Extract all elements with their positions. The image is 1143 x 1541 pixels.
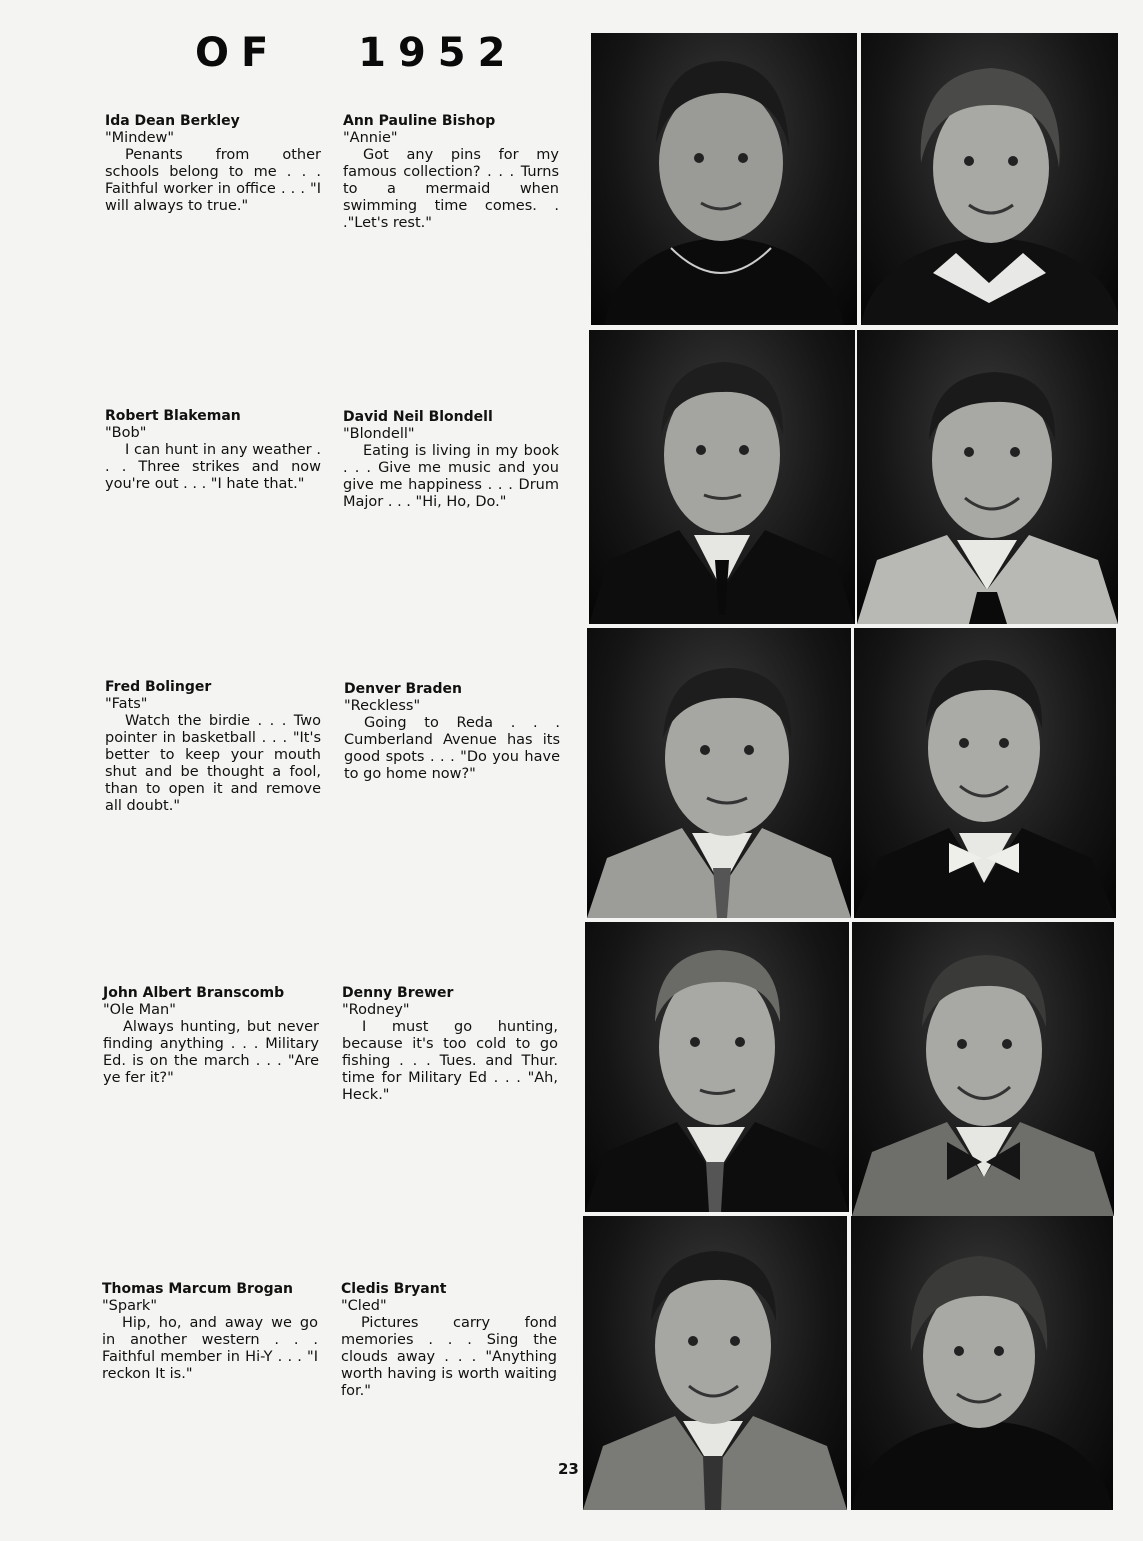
- page-number: 23: [558, 1460, 579, 1478]
- student-name: John Albert Branscomb: [103, 985, 285, 1001]
- student-nickname: "Cled": [341, 1298, 387, 1314]
- student-nickname: "Rodney": [342, 1002, 410, 1018]
- student-quote: I can hunt in any weather . . . Three strikes and now you're out . . . "I hate that.": [105, 442, 321, 492]
- student-nickname: "Annie": [343, 130, 398, 146]
- student-quote: Watch the birdie . . . Two pointer in basketball . . . "It's better to keep your mouth shut and be thought a fool, than to open it and remove all doubt.": [105, 713, 321, 814]
- student-nickname: "Mindew": [105, 130, 175, 146]
- student-quote: Hip, ho, and away we go in another western . . . Faithful member in Hi-Y . . . "I reckon It is.": [102, 1315, 318, 1382]
- portrait-girl-icon: [591, 33, 857, 325]
- student-quote: Eating is living in my book . . . Give me music and you give me happiness . . . Drum Major . . . "Hi, Ho, Do.": [343, 443, 559, 510]
- student-name: Cledis Bryant: [341, 1281, 447, 1297]
- portrait-boy-icon: [854, 628, 1116, 918]
- student-name: Robert Blakeman: [105, 408, 241, 424]
- student-nickname: "Ole Man": [103, 1002, 176, 1018]
- portrait-boy-icon: [857, 330, 1118, 624]
- student-entry: [343, 113, 559, 232]
- student-nickname: "Blondell": [343, 426, 415, 442]
- student-name: Fred Bolinger: [105, 679, 212, 695]
- student-nickname: "Reckless": [344, 698, 421, 714]
- student-name: Denny Brewer: [342, 985, 454, 1001]
- student-name: David Neil Blondell: [343, 409, 493, 425]
- page-header: OF 1952: [195, 30, 518, 76]
- student-quote: Pictures carry fond memories . . . Sing the clouds away . . . "Anything worth having is worth waiting for.": [341, 1315, 557, 1399]
- student-nickname: "Spark": [102, 1298, 157, 1314]
- student-name: Thomas Marcum Brogan: [102, 1281, 294, 1297]
- student-nickname: "Fats": [105, 696, 148, 712]
- student-name: Ann Pauline Bishop: [343, 113, 496, 129]
- portrait-boy-icon: [585, 922, 849, 1212]
- student-entry: [103, 985, 319, 1087]
- student-entry: [105, 679, 321, 815]
- student-quote: Going to Reda . . . Cumberland Avenue has its good spots . . . "Do you have to go home now?": [344, 715, 560, 782]
- student-entry: [105, 113, 321, 215]
- portrait-boy-icon: [852, 922, 1114, 1216]
- student-quote: Always hunting, but never finding anything . . . Military Ed. is on the march . . . "Are ye fer it?": [103, 1019, 319, 1086]
- student-name: Denver Braden: [344, 681, 462, 697]
- student-entry: [344, 681, 560, 783]
- student-name: Ida Dean Berkley: [105, 113, 240, 129]
- student-quote: Penants from other schools belong to me . . . Faithful worker in office . . . "I will always to true.": [105, 147, 321, 214]
- student-nickname: "Bob": [105, 425, 147, 441]
- portrait-boy-icon: [589, 330, 855, 624]
- portrait-boy-icon: [583, 1216, 847, 1510]
- portrait-girl-icon: [851, 1216, 1113, 1510]
- student-quote: Got any pins for my famous collection? . . . Turns to a mermaid when swimming time comes. . ."Let's rest.": [343, 147, 559, 231]
- student-entry: [341, 1281, 557, 1400]
- student-entry: [343, 409, 559, 511]
- student-entry: [102, 1281, 318, 1383]
- student-entry: [105, 408, 321, 493]
- portrait-girl-icon: [861, 33, 1118, 325]
- student-entry: [342, 985, 558, 1104]
- student-quote: I must go hunting, because it's too cold to go fishing . . . Tues. and Thur. time for Military Ed . . . "Ah, Heck.": [342, 1019, 558, 1103]
- portrait-boy-icon: [587, 628, 851, 918]
